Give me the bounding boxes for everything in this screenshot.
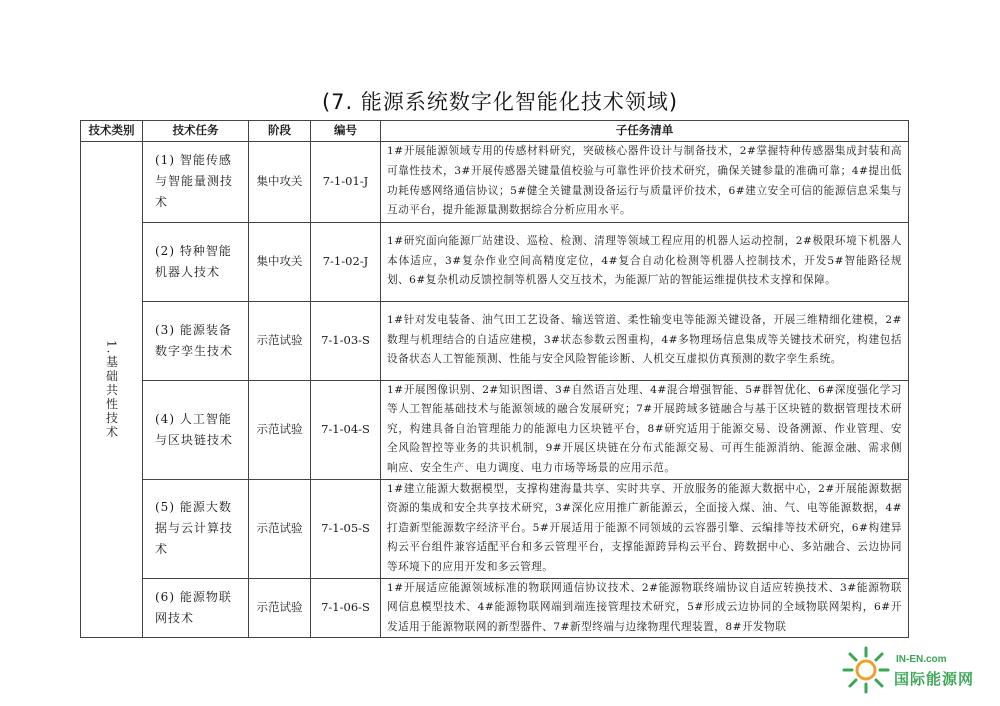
subtasks-cell: 1#开展能源领域专用的传感材料研究，突破核心器件设计与制备技术，2#掌握特种传感器集成封装和高可靠性技术，3#开展传感器关键量值校验与可靠性评价技术研究，确保关键参量的准确可靠；4#提出低功耗传感网络通信协议；5#健全关键量测设备运行与质量评价技术，6#建立安全可信的能源信息采集与互动平台，提升能源量测数据综合分析应用水平。 (381, 141, 909, 222)
watermark-domain: IN-EN.com (896, 654, 947, 665)
subtasks-cell: 1#针对发电装备、油气田工艺设备、输送管道、柔性输变电等能源关键设备，开展三维精细化建模，2#数理与机理结合的自适应建模，3#状态参数云图重构，4#多物理场信息集成等关键技术研究，构建包括设备状态人工智能预测、性能与安全风险智能诊断、人机交互虚拟仿真预测的数字孪生系统。 (381, 301, 909, 380)
table-row (81, 141, 909, 222)
stage-cell: 集中攻关 (249, 222, 311, 301)
table-header-row (81, 121, 909, 142)
subtasks-cell: 1#研究面向能源厂站建设、巡检、检测、清理等领域工程应用的机器人运动控制，2#极限环境下机器人本体适应，3#复杂作业空间高精度定位，4#复合自动化检测等机器人控制技术，开发5#智能路径规划、6#复杂机动反馈控制等机器人交互技术，为能源厂站的智能运维提供技术支撑和保障。 (381, 222, 909, 301)
code-cell: 7-1-05-S (311, 479, 381, 578)
category-label: 1.基础共性技术 (104, 339, 119, 440)
task-cell: (4) 人工智能与区块链技术 (143, 380, 249, 479)
table-row (81, 578, 909, 638)
header-task: 技术任务 (143, 121, 249, 142)
sun-logo-icon (840, 644, 892, 696)
task-cell: (6) 能源物联网技术 (143, 578, 249, 638)
stage-cell: 集中攻关 (249, 141, 311, 222)
header-code: 编号 (311, 121, 381, 142)
code-cell: 7-1-03-S (311, 301, 381, 380)
watermark-name: 国际能源网 (894, 670, 975, 688)
task-cell: (3) 能源装备数字孪生技术 (143, 301, 249, 380)
table-row (81, 301, 909, 380)
table-row (81, 222, 909, 301)
stage-cell: 示范试验 (249, 578, 311, 638)
tech-task-table (80, 120, 909, 638)
stage-cell: 示范试验 (249, 301, 311, 380)
table-row (81, 380, 909, 479)
task-cell: (1) 智能传感与智能量测技术 (143, 141, 249, 222)
task-cell: (5) 能源大数据与云计算技术 (143, 479, 249, 578)
subtasks-cell: 1#建立能源大数据模型，支撑构建海量共享、实时共享、开放服务的能源大数据中心，2#开展能源数据资源的集成和安全共享技术研究，3#深化应用推广新能源云，全面接入煤、油、气、电等能源数据，4#打造新型能源数字经济平台。5#开展适用于能源不同领域的云容器引擎、云编排等技术研究，6#构建异构云平台组件兼容适配平台和多云管理平台，支撑能源跨异构云平台、跨数据中心、多站融合、云边协同等环境下的应用开发和多云管理。 (381, 479, 909, 578)
stage-cell: 示范试验 (249, 479, 311, 578)
subtasks-cell: 1#开展图像识别、2#知识图谱、3#自然语言处理、4#混合增强智能、5#群智优化、6#深度强化学习等人工智能基础技术与能源领域的融合发展研究；7#开展跨域多链融合与基于区块链的数据管理技术研究，构建具备自治管理能力的能源电力区块链平台，8#研究适用于能源交易、设备溯源、作业管理、安全风险智控等业务的共识机制，9#开展区块链在分布式能源交易、可再生能源消纳、能源金融、需求侧响应、安全生产、电力调度、电力市场等场景的应用示范。 (381, 380, 909, 479)
stage-cell: 示范试验 (249, 380, 311, 479)
category-cell (81, 141, 143, 638)
code-cell: 7-1-06-S (311, 578, 381, 638)
code-cell: 7-1-01-J (311, 141, 381, 222)
header-subtasks: 子任务清单 (381, 121, 909, 142)
page-title: (7. 能源系统数字化智能化技术领域) (321, 90, 679, 114)
code-cell: 7-1-02-J (311, 222, 381, 301)
watermark-logo (838, 640, 988, 700)
code-cell: 7-1-04-S (311, 380, 381, 479)
header-stage: 阶段 (249, 121, 311, 142)
task-cell: (2) 特种智能机器人技术 (143, 222, 249, 301)
subtasks-cell: 1#开展适应能源领域标准的物联网通信协议技术、2#能源物联终端协议自适应转换技术、3#能源物联网信息模型技术、4#能源物联网端到端连接管理技术研究，5#形成云边协同的全域物联网架构，6#开发适用于能源物联网的新型器件、7#新型终端与边缘物理代理装置，8#开发物联 (381, 578, 909, 638)
header-category: 技术类别 (81, 121, 143, 142)
table-row (81, 479, 909, 578)
